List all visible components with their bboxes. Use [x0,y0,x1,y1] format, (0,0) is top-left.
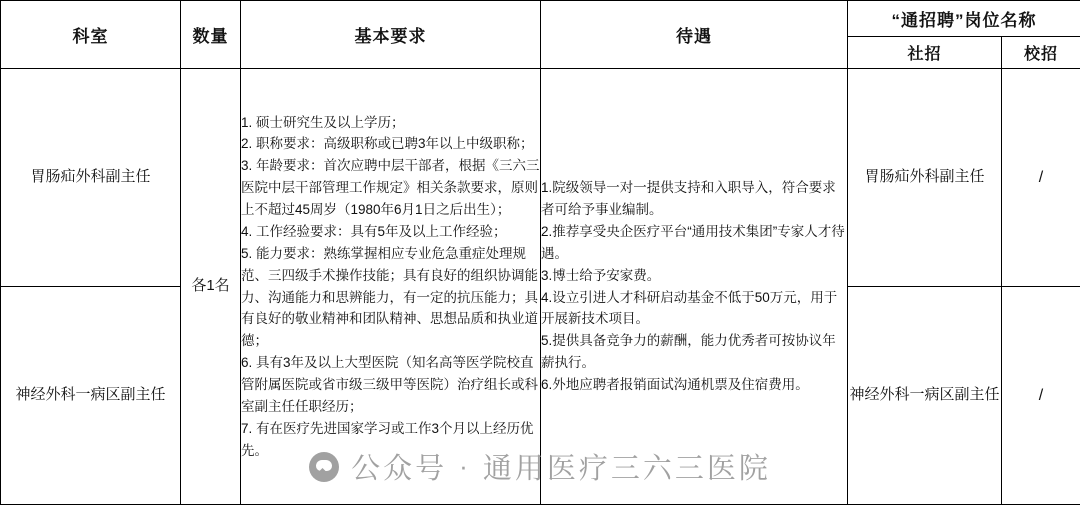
cell-dept-1: 胃肠疝外科副主任 [1,69,181,287]
cell-social-1: 胃肠疝外科副主任 [848,69,1002,287]
cell-social-2: 神经外科一病区副主任 [848,287,1002,505]
watermark-separator: · [459,451,471,481]
column-header-social: 社招 [848,37,1002,69]
column-header-position-group: “通招聘”岗位名称 [848,1,1080,37]
cell-treatment: 1.院级领导一对一提供支持和入职导入，符合要求者可给予事业编制。 2.推荐享受央企医疗平台“通用技术集团”专家人才待遇。 3.博士给予安家费。 4.设立引进人才科研启动基金不低于50万元，用于开展新技术项目。 5.提供具备竞争力的薪酬，能力优秀者可按协议年薪执行。 6.外地应聘者报销面试沟通机票及住宿费用。 [541,69,848,505]
column-header-treatment: 待遇 [541,1,848,69]
column-header-dept: 科室 [1,1,181,69]
cell-campus-2: / [1002,287,1080,505]
cell-dept-2: 神经外科一病区副主任 [1,287,181,505]
cell-campus-1: / [1002,69,1080,287]
cell-count: 各1名 [181,69,241,505]
column-header-count: 数量 [181,1,241,69]
table-row [1,69,1080,287]
cell-requirements: 1. 硕士研究生及以上学历； 2. 职称要求：高级职称或已聘3年以上中级职称； 3. 年龄要求：首次应聘中层干部者，根据《三六三医院中层干部管理工作规定》相关条款要求，原则上不超过45周岁（1980年6月1日之后出生）； 4. 工作经验要求：具有5年及以上工作经验； 5. 能力要求：熟练掌握相应专业危急重症处理规范、三四级手术操作技能；具有良好的组织协调能力、沟通能力和思辨能力，有一定的抗压能力；具有良好的敬业精神和团队精神、思想品质和执业道德； 6. 具有3年及以上大型医院（知名高等医学院校直管附属医院或省市级三级甲等医院）治疗组长或科室副主任任职经历； 7. 有在医疗先进国家学习或工作3个月以上经历优先。 [241,69,541,505]
table-header-row-main [1,1,1080,37]
watermark-text-left: 公众号 [351,453,448,485]
column-header-requirements: 基本要求 [241,1,541,69]
column-header-campus: 校招 [1002,37,1080,69]
watermark-text-right: 通用医疗三六三医院 [482,453,771,485]
